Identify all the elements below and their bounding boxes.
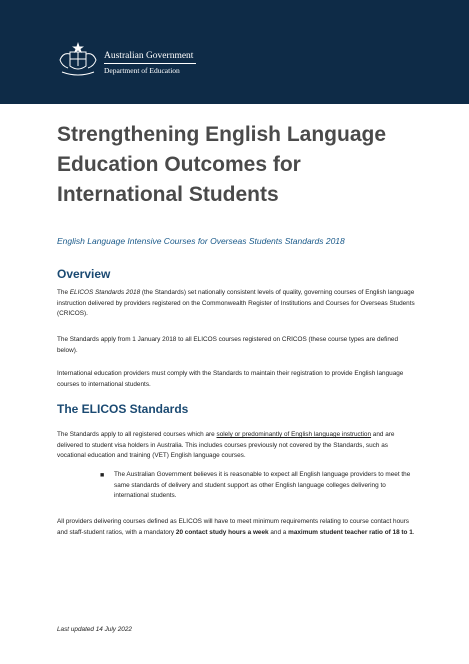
- standards-name: ELICOS Standards 2018: [69, 289, 141, 296]
- elicos-heading: The ELICOS Standards: [57, 402, 189, 416]
- bullet-text: The Australian Government believes it is reasonable to expect all English language providers to meet the same standards of delivery and student support as other English language colleges delivering to international students.: [114, 471, 411, 499]
- logo-divider: [104, 63, 196, 64]
- elicos-paragraph-1: The Standards apply to all registered courses which are solely or predominantly of English language instruction and are delivered to student visa holders in Australia. This includes courses previously not covered by the Standards, such as vocational education and training (VET) English language courses.: [57, 431, 395, 459]
- contact-hours-requirement: 20 contact study hours a week: [175, 528, 269, 536]
- coat-of-arms-icon: [56, 40, 100, 78]
- department-name: Department of Education: [104, 66, 180, 75]
- header-banner: [0, 0, 469, 104]
- overview-paragraph-1: The ELICOS Standards 2018 (the Standards) set nationally consistent levels of quality, governing courses of English language instruction delivered by providers registered on the Commonwealth Register of Institutions and Courses for Overseas Students (CRICOS).: [57, 289, 415, 317]
- org-name: Australian Government: [104, 51, 194, 61]
- overview-paragraph-2: The Standards apply from 1 January 2018 to all ELICOS courses registered on CRICOS (these course types are defined below).: [57, 336, 399, 354]
- ratio-requirement: maximum student teacher ratio of 18 to 1: [288, 528, 413, 536]
- government-logo-text: [104, 50, 196, 76]
- document-subtitle: English Language Intensive Courses for Overseas Students Standards 2018: [57, 236, 345, 246]
- underlined-phrase: solely or predominantly of English language instruction: [216, 431, 372, 438]
- overview-heading: Overview: [57, 267, 111, 281]
- bullet-icon: ■: [100, 472, 105, 479]
- document-title: Strengthening English Language Education Outcomes for International Students: [57, 123, 387, 206]
- elicos-paragraph-2: All providers delivering courses defined as ELICOS will have to meet minimum requirements relating to course contact hours and staff-student ratios, with a mandatory 20 contact study hours a week and a maximum student teacher ratio of 18 to 1.: [57, 518, 415, 536]
- last-updated: Last updated 14 July 2022: [57, 626, 132, 633]
- overview-paragraph-3: International education providers must comply with the Standards to maintain their registration to provide English language courses to international students.: [57, 370, 404, 388]
